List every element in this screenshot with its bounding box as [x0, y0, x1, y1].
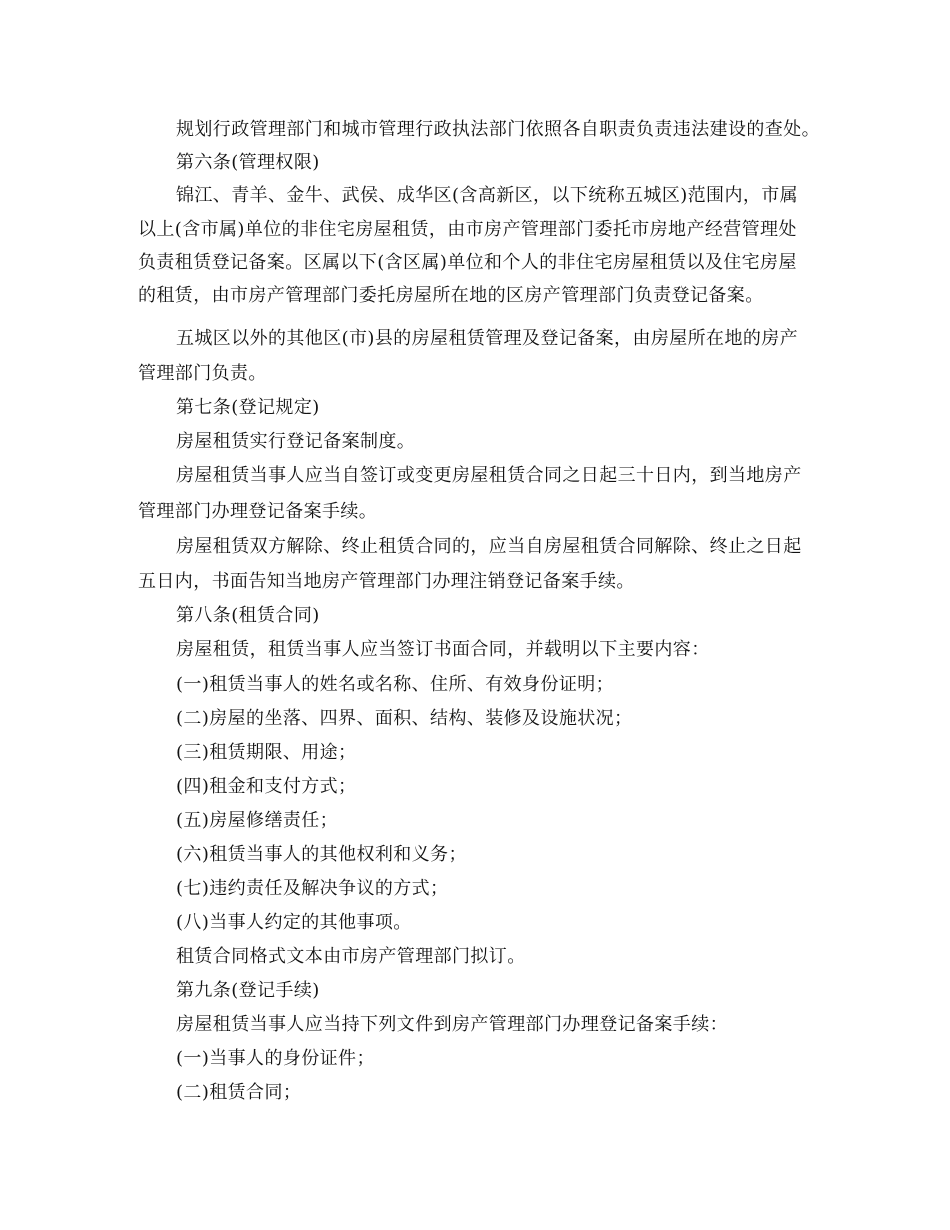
list-item: (六)租赁当事人的其他权利和义务； [176, 844, 467, 865]
text-line: 租赁合同格式文本由市房产管理部门拟订。 [176, 946, 526, 967]
list-item: (二)房屋的坐落、四界、面积、结构、装修及设施状况； [176, 708, 633, 729]
text-line: 房屋租赁当事人应当持下列文件到房产管理部门办理登记备案手续： [176, 1014, 728, 1035]
text-line: 房屋租赁当事人应当自签订或变更房屋租赁合同之日起三十日内，到当地房产 [176, 465, 802, 486]
text-line: 管理部门办理登记备案手续。 [138, 501, 378, 522]
article-heading: 第七条(登记规定) [176, 397, 320, 418]
text-line: 房屋租赁，租赁当事人应当签订书面合同，并载明以下主要内容： [176, 639, 710, 660]
list-item: (八)当事人约定的其他事项。 [176, 912, 412, 933]
text-line: 的租赁，由市房产管理部门委托房屋所在地的区房产管理部门负责登记备案。 [138, 285, 764, 306]
article-heading: 第六条(管理权限) [176, 152, 320, 173]
text-line: 锦江、青羊、金牛、武侯、成华区(含高新区，以下统称五城区)范围内，市属 [176, 185, 799, 206]
text-line: 房屋租赁实行登记备案制度。 [176, 431, 416, 452]
text-line: 负责租赁登记备案。区属以下(含区属)单位和个人的非住宅房屋租赁以及住宅房屋 [138, 252, 797, 273]
text-line: 房屋租赁双方解除、终止租赁合同的，应当自房屋租赁合同解除、终止之日起 [176, 536, 802, 557]
list-item: (五)房屋修缮责任； [176, 810, 339, 831]
text-line: 五日内，书面告知当地房产管理部门办理注销登记备案手续。 [138, 571, 635, 592]
list-item: (二)租赁合同； [176, 1082, 302, 1103]
article-heading: 第九条(登记手续) [176, 980, 320, 1001]
list-item: (三)租赁期限、用途； [176, 742, 357, 763]
list-item: (一)租赁当事人的姓名或名称、住所、有效身份证明； [176, 674, 615, 695]
article-heading: 第八条(租赁合同) [176, 605, 320, 626]
text-line: 五城区以外的其他区(市)县的房屋租赁管理及登记备案，由房屋所在地的房产 [176, 328, 799, 349]
list-item: (七)违约责任及解决争议的方式； [176, 878, 449, 899]
text-line: 以上(含市属)单位的非住宅房屋租赁，由市房产管理部门委托市房地产经营管理处 [138, 219, 797, 240]
list-item: (一)当事人的身份证件； [176, 1048, 375, 1069]
text-line: 管理部门负责。 [138, 363, 267, 384]
list-item: (四)租金和支付方式； [176, 776, 357, 797]
text-line: 规划行政管理部门和城市管理行政执法部门依照各自职责负责违法建设的查处。 [176, 119, 820, 140]
